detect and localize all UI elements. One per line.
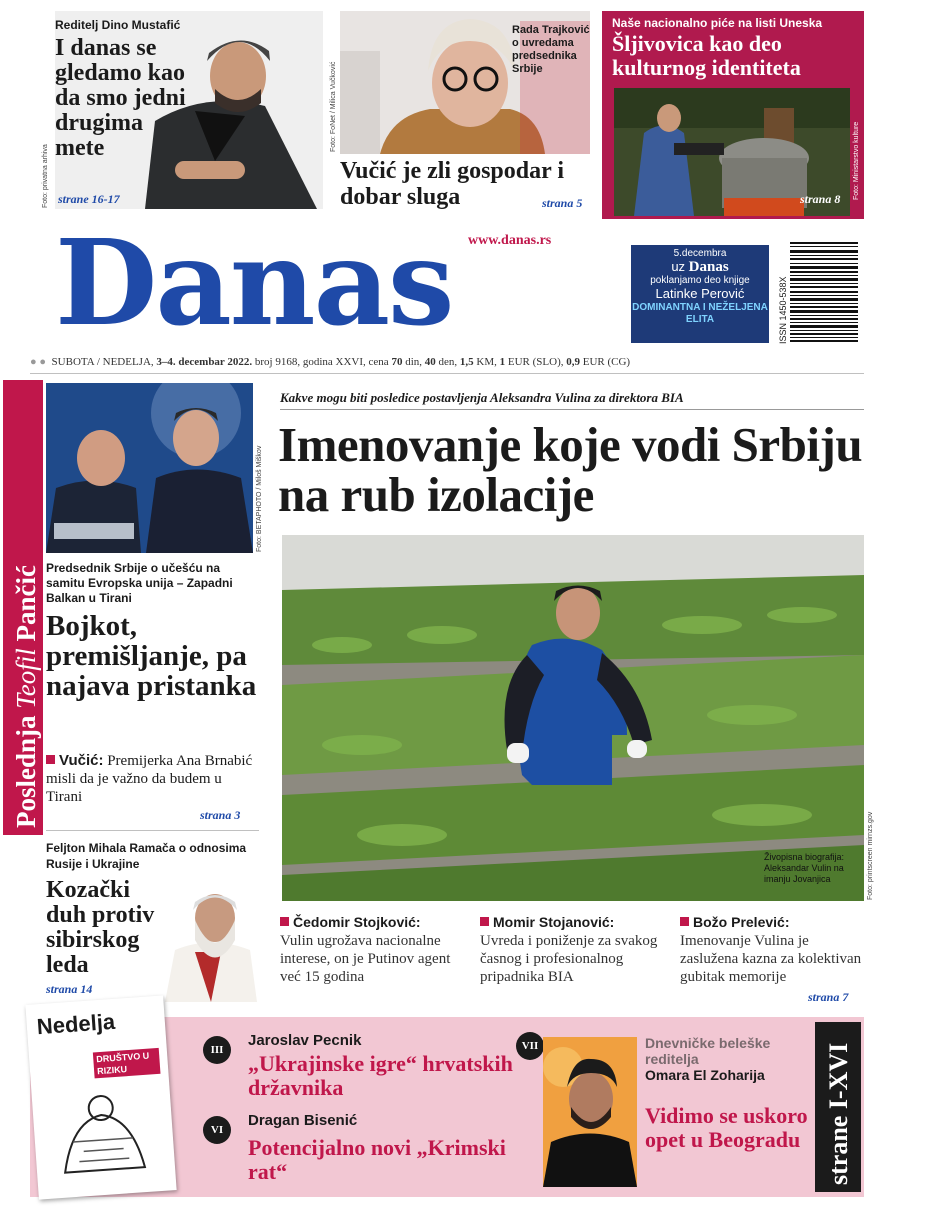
price-den: 40 — [424, 356, 436, 368]
teaser-1-page[interactable]: strane 16-17 — [58, 192, 120, 206]
supplement-item-3-kicker — [645, 1035, 815, 1083]
masthead-divider — [30, 373, 864, 374]
feuilleton-kicker: Feljton Mihala Ramača o odnosima Rusije i Ukrajine — [46, 841, 247, 871]
supplement-cover[interactable] — [25, 995, 176, 1199]
quote-3-name: Božo Prelević: — [693, 914, 790, 930]
promo-date: 5.decembra — [673, 248, 727, 259]
promo-book: DOMINANTNA I NEŽELJENA ELITA — [632, 302, 768, 325]
left-story-sub-name: Vučić: — [59, 752, 104, 769]
barcode — [790, 240, 858, 344]
price-cg-unit: EUR (CG) — [582, 356, 631, 368]
price-rsd-unit: din, — [405, 356, 422, 368]
bullet-icon — [46, 755, 55, 764]
quote-3 — [680, 913, 865, 986]
lead-kicker: Kakve mogu biti posledice postavljenja Aleksandra Vulina za direktora BIA — [280, 390, 864, 410]
feuilleton-page[interactable]: strana 14 — [46, 982, 93, 996]
side-banner-word-1: Poslednja — [11, 715, 41, 828]
quote-2-text: Uvreda i poniženje za svakog časnog i profesionalnog pripadnika BIA — [480, 933, 658, 985]
dateline-day: SUBOTA / NEDELJA, — [51, 356, 154, 368]
masthead-url[interactable]: www.danas.rs — [468, 233, 552, 248]
promo-brand: Danas — [688, 259, 729, 275]
dateline-date: 3–4. decembar 2022. — [156, 356, 253, 368]
price-den-unit: den, — [438, 356, 458, 368]
supplement-item-3-kicker-text: Dnevničke beleške reditelja — [645, 1035, 771, 1067]
teaser-3-kicker: Naše nacionalno piće na listi Uneska — [612, 16, 823, 30]
teaser-1-headline[interactable]: I danas se gledamo kao da smo jedni drugima mete — [55, 35, 186, 161]
dateline-issue: broj 9168, godina XXVI, cena — [254, 356, 389, 368]
bullet-icon — [680, 917, 689, 926]
supplement-item-2-title[interactable]: Potencijalno novi „Krimski rat“ — [248, 1135, 506, 1184]
quote-1-name: Čedomir Stojković: — [293, 914, 421, 930]
left-divider — [46, 830, 259, 831]
masthead-logo[interactable]: Danas — [55, 213, 453, 352]
lead-headline[interactable]: Imenovanje koje vodi Srbiju na rub izolacije — [278, 417, 863, 522]
issn: ISSN 1450-538X — [778, 276, 788, 344]
teaser-1-kicker: Reditelj Dino Mustafić — [55, 18, 181, 32]
left-story-kicker: Predsednik Srbije o učešću na samitu Evropska unija – Zapadni Balkan u Tirani — [46, 561, 233, 605]
bullet-icon — [280, 917, 289, 926]
bullet-icon — [480, 917, 489, 926]
left-story-credit: Foto: BETAPHOTO / Miloš Miškov — [256, 445, 263, 552]
supplement-item-1-number: III — [203, 1036, 231, 1064]
teaser-3-credit: Foto: Ministarstvo kulture — [853, 121, 860, 200]
left-story-photo — [46, 383, 253, 553]
quote-2 — [480, 913, 665, 986]
side-banner-word-3: Pančić — [11, 564, 41, 642]
left-story-sub — [46, 752, 261, 806]
quote-1 — [280, 913, 465, 986]
dateline: ● ● SUBOTA / NEDELJA, 3–4. decembar 2022. broj 9168, godina XXVI, cena 70 din, 40 den, 1,5 KM, 1 EUR (SLO), 0,9 EUR (CG) — [30, 356, 631, 368]
teaser-1-credit: Foto: privatna arhiva — [42, 144, 49, 208]
price-km-unit: KM, — [476, 356, 497, 368]
promo-gift: poklanjamo deo knjige — [650, 275, 750, 286]
teaser-2-headline[interactable]: Vučić je zli gospodar i dobar sluga — [340, 158, 565, 210]
supplement-item-3-number: VII — [516, 1032, 544, 1060]
quote-3-text: Imenovanje Vulina je zaslužena kazna za kolektivan gubitak memorije — [680, 933, 862, 985]
price-cg: 0,9 — [566, 356, 580, 368]
supplement-item-2-author: Dragan Bisenić — [248, 1112, 358, 1129]
price-eur-unit: EUR (SLO), — [507, 356, 564, 368]
lead-photo-credit: Foto: printscreen mirnzs.gov — [867, 811, 874, 900]
teaser-2-page[interactable]: strana 5 — [542, 196, 583, 210]
book-promo[interactable] — [631, 245, 769, 343]
left-story-sub-text: Premijerka Ana Brnabić misli da je važno da budem u Tirani — [46, 753, 253, 805]
supplement-item-3-author: Omara El Zoharija — [645, 1067, 765, 1083]
price-rsd: 70 — [391, 356, 403, 368]
side-banner-text — [11, 565, 42, 828]
quote-1-text: Vulin ugrožava nacionalne interese, on je Putinov agent već 15 godina — [280, 933, 451, 985]
supplement-item-1-title[interactable]: „Ukrajinske igre“ hrvatskih državnika — [248, 1051, 513, 1100]
cover-illustration-icon — [39, 1076, 166, 1184]
price-km: 1,5 — [459, 356, 474, 368]
teaser-3-headline[interactable]: Šljivovica kao deo kulturnog identiteta — [612, 31, 801, 80]
promo-author: Latinke Perović — [655, 286, 745, 301]
lead-photo-caption: Živopisna biografija: Aleksandar Vulin na imanju Jovanjica — [764, 852, 845, 884]
left-story-page[interactable]: strana 3 — [200, 808, 241, 822]
teaser-2-credit: Foto: FoNet / Milica Vučković — [330, 61, 337, 152]
supplement-cover-stamp: DRUŠTVO U RIZIKU — [93, 1048, 161, 1079]
supplement-item-3-title[interactable]: Vidimo se uskoro opet u Beogradu — [645, 1103, 808, 1152]
supplement-item-2-number: VI — [203, 1116, 231, 1144]
price-eur: 1 — [499, 356, 506, 368]
lead-page[interactable]: strana 7 — [808, 990, 849, 1004]
supplement-cover-title: Nedelja — [36, 1008, 116, 1040]
supplement-item-3-photo — [543, 1037, 637, 1187]
promo-uz: uz — [671, 259, 686, 274]
lead-photo — [282, 535, 864, 901]
teaser-3-page[interactable]: strana 8 — [800, 192, 841, 206]
feuilleton-headline[interactable]: Kozački duh protiv sibirskog leda — [46, 877, 155, 978]
side-banner-word-2: Teofil — [11, 648, 41, 709]
left-story-headline[interactable]: Bojkot, premišljanje, pa najava pristanka — [46, 610, 257, 702]
feuilleton-photo — [165, 880, 257, 1002]
quote-2-name: Momir Stojanović: — [493, 914, 615, 930]
supplement-item-1-author: Jaroslav Pecnik — [248, 1032, 362, 1049]
teaser-2-kicker: Rada Trajković o uvredama predsednika Srbije — [512, 24, 590, 75]
supplement-pages: strane I-XVI — [824, 1042, 853, 1185]
